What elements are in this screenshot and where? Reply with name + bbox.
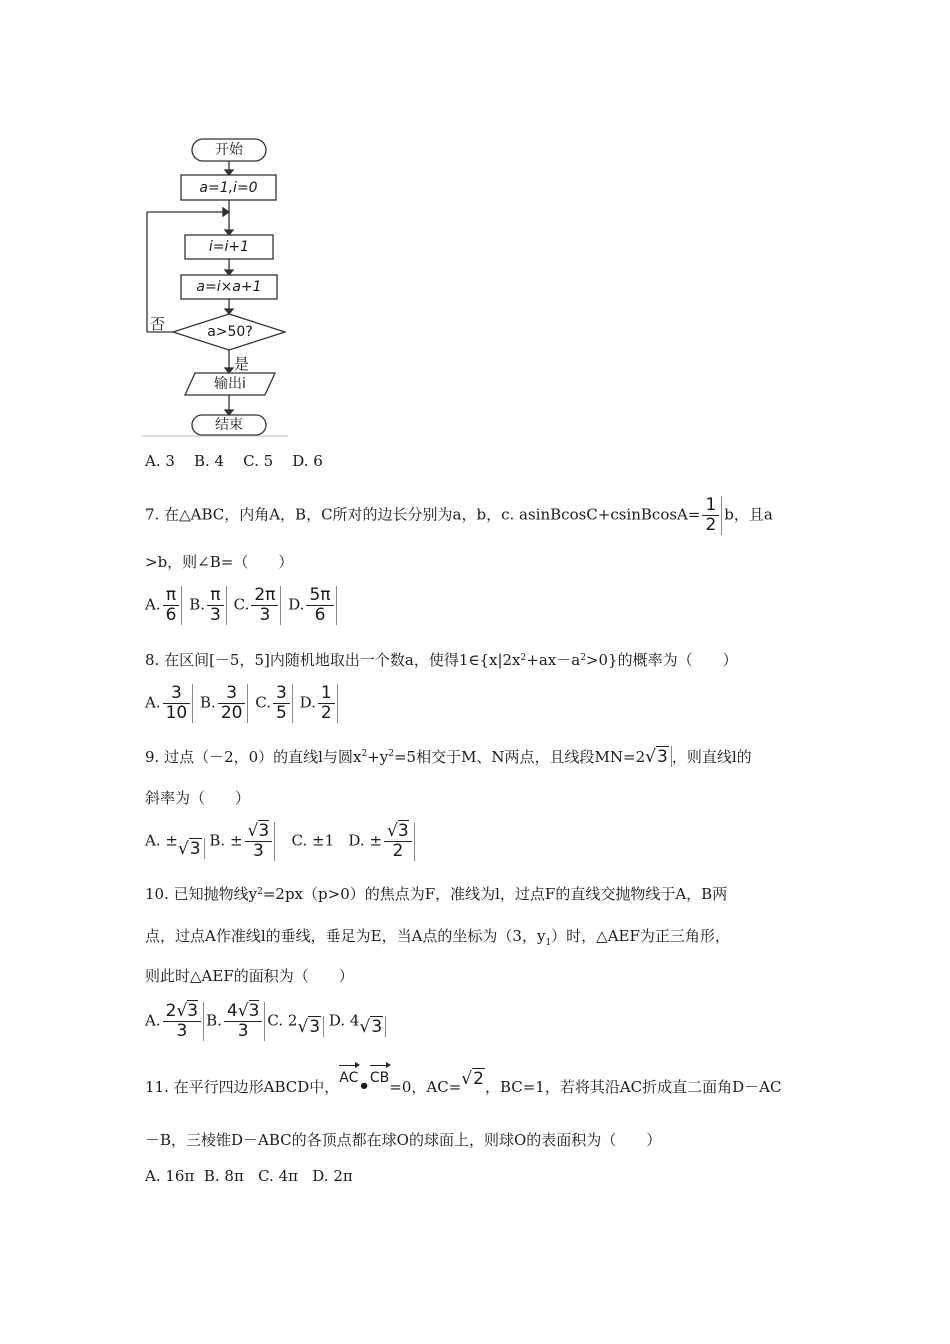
q11-vector-ac: AC <box>339 1070 359 1086</box>
q11-line2: －B，三棱锥D－ABC的各顶点都在球O的球面上，则球O的表面积为（ ） <box>145 1131 662 1149</box>
q9-line2: 斜率为（ ） <box>145 789 251 807</box>
q9-opt-b-frac: $\frac{√3}{3}$ <box>245 822 276 861</box>
q10-opt-d-sqrt: √3 <box>359 1016 386 1037</box>
q8-opt-d-frac: $\frac{1}{2}$ <box>318 684 338 723</box>
q10-opt-c-sqrt: √3 <box>297 1016 324 1037</box>
q7-line1 <box>145 496 773 535</box>
q8-options: A. $\frac{3}{10}$ B. $\frac{3}{20}$ C. $\frac{3}{5}$ D. $\frac{1}{2}$ <box>145 684 340 723</box>
flow-start-label: 开始 <box>215 142 243 158</box>
q8-opt-a-frac: $\frac{3}{10}$ <box>163 684 194 723</box>
q10-opt-a-frac: $\frac{2√3}{3}$ <box>163 1002 205 1041</box>
q7-text-pre: 7. 在△ABC，内角A，B，C所对的边长分别为a，b，c. asinBcosC+csinBcosA= <box>145 505 701 524</box>
q9-sqrt: √3 <box>645 746 672 767</box>
flow-step2-label: a=i×a+1 <box>196 279 262 295</box>
flow-init-label: a=1,i=0 <box>199 180 258 196</box>
q11-vector-cb: CB <box>369 1070 390 1086</box>
q10-line2: 点，过点A作准线l的垂线，垂足为E，当A点的坐标为（3，$y_1$）时，△AEF为正三角形， <box>145 927 730 948</box>
q9-line1: 9. 过点（－2，0）的直线l与圆$x^2+y^2=5$相交于M、N两点，且线段MN=2√3 ，则直线l的 <box>145 747 752 767</box>
q7-opt-d-frac: $\frac{5\pi}{6}$ <box>306 586 336 625</box>
q7-opt-c-frac: $\frac{2\pi}{3}$ <box>251 586 281 625</box>
q6-choices: A. 3 B. 4 C. 5 D. 6 <box>145 452 323 470</box>
q9-opt-a-sqrt: √3 <box>178 838 205 859</box>
q10-options: A. $\frac{2√3}{3}$ B. $\frac{4√3}{3}$ C. 2√3 D. 4√3 <box>145 1002 386 1041</box>
q7-text-post: b，且a <box>724 505 773 524</box>
q10-line3: 则此时△AEF的面积为（ ） <box>145 967 354 985</box>
q11-choices: A. 16π B. 8π C. 4π D. 2π <box>145 1167 353 1185</box>
q7-opt-a-frac: $\frac{\pi}{6}$ <box>163 586 183 625</box>
flow-end-label: 结束 <box>215 417 243 433</box>
q7-opt-b-frac: $\frac{\pi}{3}$ <box>207 586 227 625</box>
q7-options: A. $\frac{\pi}{6}$ B. $\frac{\pi}{3}$ C. $\frac{2\pi}{3}$ D. $\frac{5\pi}{6}$ <box>145 586 339 625</box>
flow-no-label: 否 <box>150 315 166 333</box>
q10-opt-b-frac: $\frac{4√3}{3}$ <box>224 1002 266 1041</box>
flow-cond-label: a>50? <box>207 324 253 340</box>
flow-output-label: 输出i <box>214 376 246 392</box>
flow-step1-label: i=i+1 <box>208 239 250 255</box>
q11-sqrt: √2 <box>461 1069 484 1089</box>
q7-line2: >b，则∠B=（ ） <box>145 553 294 571</box>
q8-line1: 8. 在区间[－5，5]内随机地取出一个数a，使得$1\in\{x|2x^2+ax-a^2>0\}$的概率为（ ） <box>145 651 738 669</box>
q8-opt-b-frac: $\frac{3}{20}$ <box>218 684 249 723</box>
q8-opt-c-frac: $\frac{3}{5}$ <box>273 684 293 723</box>
q11-line1: 11. 在平行四边形ABCD中，AC•CB=0，AC=√2，BC=1，若将其沿AC折成直二面角D－AC <box>145 1069 782 1097</box>
q10-line1: 10. 已知抛物线$y^2=2px(p>0)$的焦点为F，准线为l，过点F的直线交抛物线于A，B两 <box>145 885 728 903</box>
flow-yes-label: 是 <box>234 355 250 373</box>
q9-opt-d-frac: $\frac{√3}{2}$ <box>384 822 415 861</box>
q9-options: A. ±√3 B. ± $\frac{√3}{3}$ C. ±1 D. ± $\frac{√3}{2}$ <box>145 822 417 861</box>
q7-frac-half: $\frac{1}{2}$ <box>702 496 722 535</box>
